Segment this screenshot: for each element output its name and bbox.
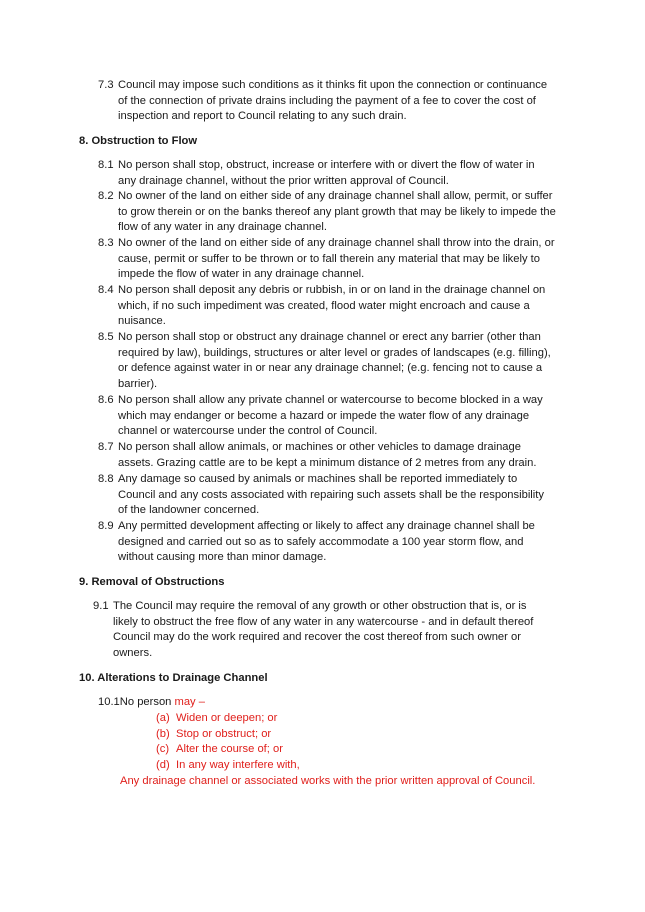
clause-8-8 bbox=[98, 472, 578, 519]
clause-line: No owner of the land on either side of any drainage channel shall throw into the drain, or bbox=[118, 237, 555, 249]
clause-number: 8.4 bbox=[98, 284, 114, 296]
clause-line: inspection and report to Council relating to any such drain. bbox=[118, 110, 407, 123]
clause-line: nuisance. bbox=[118, 315, 166, 328]
clause-line: owners. bbox=[113, 647, 153, 660]
clause-9-1 bbox=[93, 599, 573, 662]
clause-8-9 bbox=[98, 519, 578, 566]
list-item-text: Alter the course of; or bbox=[176, 743, 283, 755]
clause-line: Council may impose such conditions as it thinks fit upon the connection or continuance bbox=[118, 79, 548, 91]
clause-line: any drainage channel, without the prior written approval of Council. bbox=[118, 174, 449, 187]
clause-10-1-closing: Any drainage channel or associated works with the prior written approval of Council. bbox=[120, 775, 536, 787]
clause-8-1 bbox=[98, 158, 578, 189]
clause-number: 10.1 bbox=[98, 696, 120, 708]
clause-number: 7.3 bbox=[98, 79, 114, 91]
list-item-text: In any way interfere with, bbox=[176, 759, 300, 771]
clause-number: 9.1 bbox=[93, 600, 109, 612]
clause-line: of the landowner concerned. bbox=[118, 504, 260, 517]
clause-line: barrier). bbox=[118, 378, 158, 391]
clause-line: No person shall allow animals, or machines or other vehicles to damage drainage bbox=[118, 441, 521, 453]
clause-number: 8.6 bbox=[98, 394, 114, 406]
clause-line: flow of any water in any drainage channel. bbox=[118, 221, 327, 234]
clause-line: The Council may require the removal of any growth or other obstruction that is, or is bbox=[113, 600, 527, 612]
clause-line: which may endanger or become a hazard or impede the water flow of any drainage bbox=[118, 409, 530, 422]
clause-8-7 bbox=[98, 440, 578, 471]
clause-number: 8.9 bbox=[98, 520, 114, 532]
list-item-d bbox=[156, 758, 300, 774]
clause-number: 8.5 bbox=[98, 331, 114, 343]
section-heading-8: 8. Obstruction to Flow bbox=[79, 135, 198, 147]
list-item-label: (b) bbox=[156, 728, 170, 740]
clause-8-2 bbox=[98, 189, 578, 236]
clause-line: impede the flow of water in any drainage channel. bbox=[118, 268, 365, 281]
clause-line: cause, permit or suffer to be thrown or to fall therein any material that may be likely to bbox=[118, 252, 541, 265]
list-item-a bbox=[156, 711, 277, 727]
clause-line: Council may do the work required and recover the cost thereof from such owner or bbox=[113, 631, 521, 644]
list-item-c bbox=[156, 742, 283, 758]
section-heading-10: 10. Alterations to Drainage Channel bbox=[79, 672, 268, 684]
clause-line: which, if no such impediment was created, flood water might encroach and cause a bbox=[118, 299, 530, 312]
clause-line: to grow therein or on the banks thereof any plant growth that may be likely to impede the bbox=[118, 205, 556, 218]
clause-7-3 bbox=[98, 78, 578, 125]
clause-number: 8.2 bbox=[98, 190, 114, 202]
list-item-text: Widen or deepen; or bbox=[176, 712, 278, 724]
clause-line: Any permitted development affecting or likely to affect any drainage channel shall be bbox=[118, 520, 535, 532]
clause-line: Any damage so caused by animals or machines shall be reported immediately to bbox=[118, 473, 518, 485]
clause-number: 8.8 bbox=[98, 473, 114, 485]
clause-8-5 bbox=[98, 330, 578, 393]
clause-line: No person shall stop or obstruct any drainage channel or erect any barrier (other than bbox=[118, 331, 541, 343]
list-item-text: Stop or obstruct; or bbox=[176, 728, 272, 740]
clause-8-3 bbox=[98, 236, 578, 283]
clause-line: or defence against water in or near any drainage channel; (e.g. fencing not to cause a bbox=[118, 362, 543, 375]
clause-line: required by law), buildings, structures or alter level or grades of landscapes (e.g. filling), bbox=[118, 346, 551, 359]
list-item-label: (d) bbox=[156, 759, 170, 771]
clause-line: No owner of the land on either side of any drainage channel shall allow, permit, or suffer bbox=[118, 190, 553, 202]
clause-line: of the connection of private drains including the payment of a fee to cover the cost of bbox=[118, 94, 536, 107]
clause-line: No person shall allow any private channel or watercourse to become blocked in a way bbox=[118, 394, 543, 406]
clause-number: 8.1 bbox=[98, 159, 114, 171]
clause-10-1 bbox=[98, 695, 578, 711]
clause-line: assets. Grazing cattle are to be kept a minimum distance of 2 metres from any drain. bbox=[118, 456, 537, 469]
clause-8-6 bbox=[98, 393, 578, 440]
clause-intro: No person bbox=[119, 696, 175, 708]
list-item-label: (c) bbox=[156, 743, 170, 755]
clause-number: 8.7 bbox=[98, 441, 114, 453]
list-item-label: (a) bbox=[156, 712, 170, 724]
clause-line: designed and carried out so as to safely accommodate a 100 year storm flow, and bbox=[118, 535, 524, 548]
clause-line: Council and any costs associated with repairing such assets shall be the responsibility bbox=[118, 488, 544, 501]
clause-8-4 bbox=[98, 283, 578, 330]
clause-line: without causing more than minor damage. bbox=[118, 551, 327, 564]
clause-number: 8.3 bbox=[98, 237, 114, 249]
clause-intro-amendment: may – bbox=[174, 696, 205, 708]
clause-line: channel or watercourse under the control of Council. bbox=[118, 425, 378, 438]
list-item-b bbox=[156, 727, 271, 743]
clause-line: No person shall deposit any debris or rubbish, in or on land in the drainage channel on bbox=[118, 284, 546, 296]
section-heading-9: 9. Removal of Obstructions bbox=[79, 576, 225, 588]
clause-line: No person shall stop, obstruct, increase or interfere with or divert the flow of water in bbox=[118, 159, 535, 171]
clause-line: likely to obstruct the free flow of any water in any watercourse - and in default thereof bbox=[113, 615, 534, 628]
